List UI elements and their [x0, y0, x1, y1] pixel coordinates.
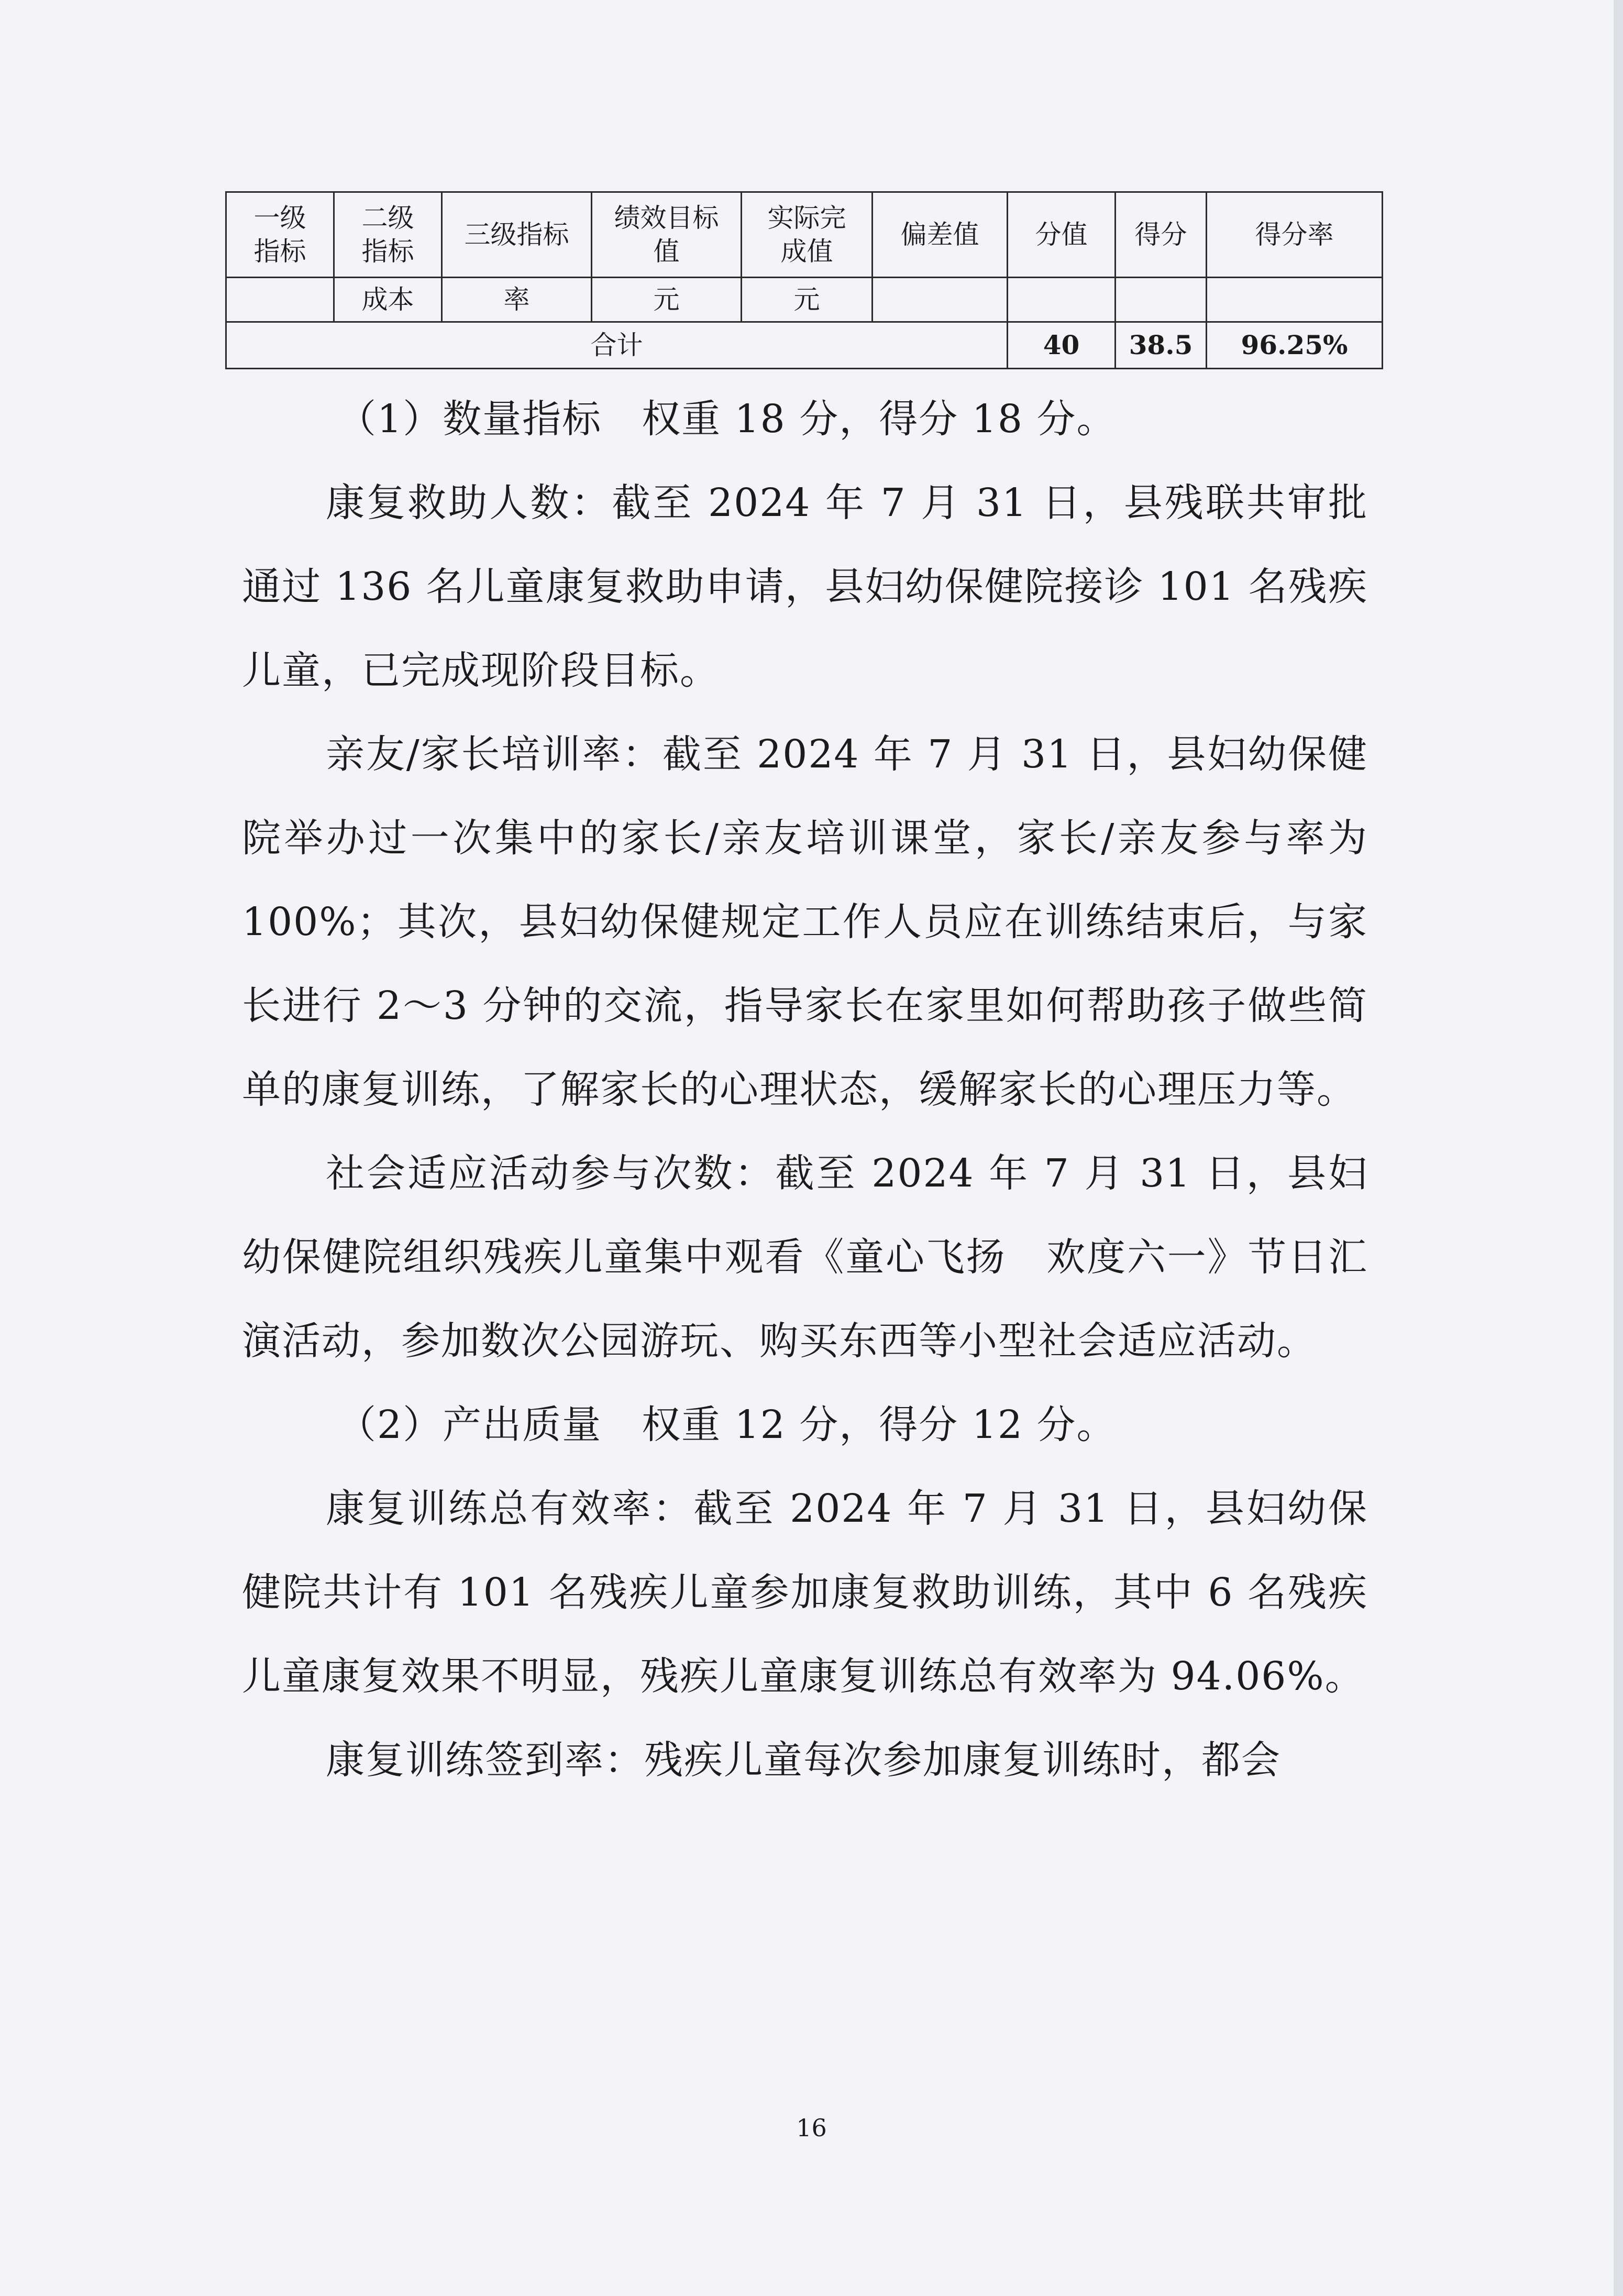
- score-table: [225, 191, 1383, 369]
- table-cell: [1207, 278, 1383, 322]
- header-cell-level1: 一级 指标: [226, 192, 334, 278]
- header-cell-score-value: 分值: [1008, 192, 1116, 278]
- table-cell: [1116, 278, 1207, 322]
- total-label: 合计: [226, 322, 1008, 369]
- total-score-value: 40: [1008, 322, 1116, 369]
- header-cell-level3: 三级指标: [442, 192, 592, 278]
- table-header-row: [226, 192, 1383, 278]
- body-text: [242, 377, 1368, 1802]
- paragraph-social-activity: 社会适应活动参与次数：截至 2024 年 7 月 31 日，县妇幼保健院组织残疾儿童集中观看《童心飞扬 欢度六一》节日汇演活动，参加数次公园游玩、购买东西等小型社会适应活动。: [242, 1151, 1368, 1364]
- section-heading-quantity: （1）数量指标 权重 18 分，得分 18 分。: [337, 397, 1117, 442]
- table-cell: 成本: [334, 278, 442, 322]
- table-cell: [1008, 278, 1116, 322]
- table-total-row: [226, 322, 1383, 369]
- table-cell: 元: [592, 278, 742, 322]
- table-cell: [873, 278, 1008, 322]
- total-score-rate: 96.25%: [1207, 322, 1383, 369]
- header-cell-actual: 实际完 成值: [742, 192, 873, 278]
- table-cell: [226, 278, 334, 322]
- total-score: 38.5: [1116, 322, 1207, 369]
- paragraph-effective-rate: 康复训练总有效率：截至 2024 年 7 月 31 日，县妇幼保健院共计有 101 名残疾儿童参加康复救助训练，其中 6 名残疾儿童康复效果不明显，残疾儿童康复训练总有效率为 94.06%。: [242, 1486, 1368, 1699]
- scan-edge: [1614, 0, 1623, 2296]
- section-heading-quality: （2）产出质量 权重 12 分，得分 12 分。: [337, 1402, 1117, 1447]
- table-cell: 率: [442, 278, 592, 322]
- header-cell-target: 绩效目标 值: [592, 192, 742, 278]
- paragraph-rehab-count: 康复救助人数：截至 2024 年 7 月 31 日，县残联共审批通过 136 名儿童康复救助申请，县妇幼保健院接诊 101 名残疾儿童，已完成现阶段目标。: [242, 480, 1368, 693]
- paragraph-parent-training: 亲友/家长培训率：截至 2024 年 7 月 31 日，县妇幼保健院举办过一次集中的家长/亲友培训课堂，家长/亲友参与率为 100%；其次，县妇幼保健规定工作人员应在训练结束后，与家长进行 2～3 分钟的交流，指导家长在家里如何帮助孩子做些简单的康复训练，了解家长的心理状态，缓解家长的心理压力等。: [242, 732, 1368, 1112]
- header-cell-deviation: 偏差值: [873, 192, 1008, 278]
- header-cell-level2: 二级 指标: [334, 192, 442, 278]
- header-cell-score: 得分: [1116, 192, 1207, 278]
- header-cell-score-rate: 得分率: [1207, 192, 1383, 278]
- table-row: [226, 278, 1383, 322]
- page-number: 16: [796, 2114, 827, 2142]
- paragraph-attendance-rate: 康复训练签到率：残疾儿童每次参加康复训练时，都会: [326, 1738, 1281, 1783]
- table-cell: 元: [742, 278, 873, 322]
